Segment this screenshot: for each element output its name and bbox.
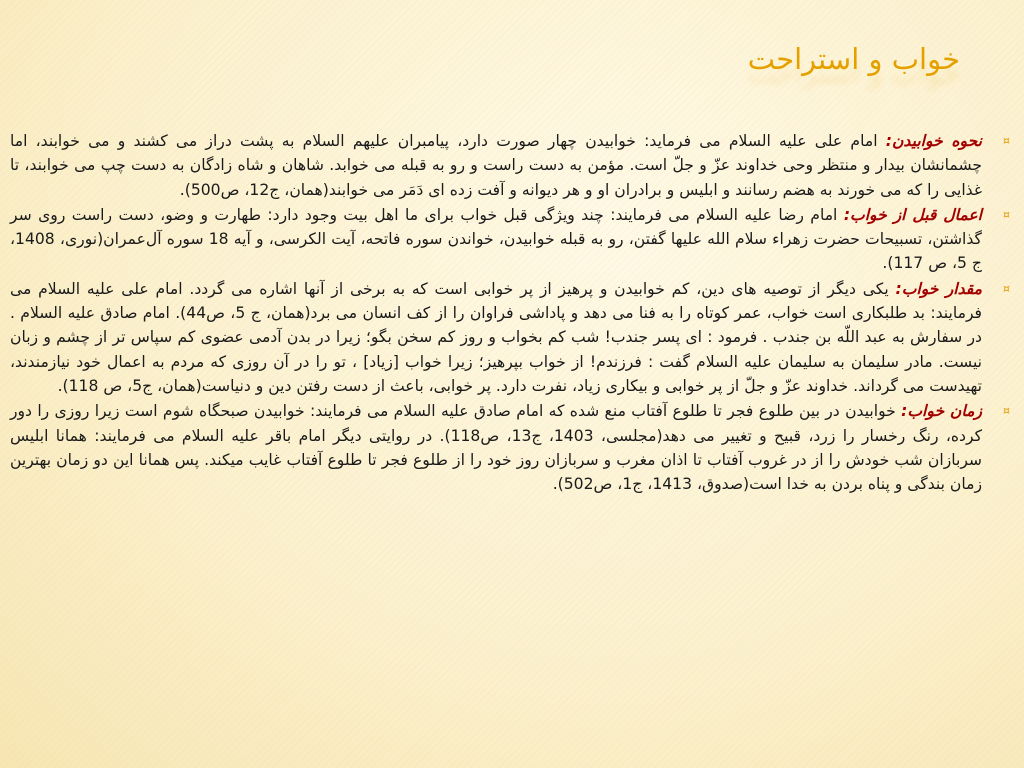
paragraph-pre-sleep-acts xyxy=(10,203,1010,276)
paragraph-text: امام رضا علیه السلام می فرمایند: چند ویژگی قبل خواب برای ما اهل بیت وجود دارد: طهارت و وضو، دست راست روی سر گذاشتن، تسبیحات حضرت زهراء سلام الله علیها گفتن، رو به قبله خوابیدن، خواندن سوره فاتحه، آیت الکرسی، و آیه 18 سوره آل‌عمران(نوری، 1408، ج 5، ص 117). xyxy=(10,205,982,273)
bullet-icon: ¤ xyxy=(1003,281,1010,295)
paragraph-sleep-method xyxy=(10,129,1010,202)
bullet-icon: ¤ xyxy=(1003,207,1010,221)
paragraph-text: یکی دیگر از توصیه های دین، کم خوابیدن و پرهیز از پر خوابی است که به برخی از آنها اشاره می گردد. امام علی علیه السلام می فرمایند: بد طلبکاری است خواب، عمر کوتاه را به فنا می دهد و پاداشی فراوان را از کف انسان می برد(همان، ج 5، ص44). امام صادق علیه السلام . در سفارش به عبد اللّه بن جندب . فرمود : ای پسر جندب! شب کم بخواب و روز کم سخن بگو؛ زیرا در بدن آدمی عضوی کم سپاس تر از چشم و زبان نیست. مادر سلیمان به سلیمان علیه السلام گفت : فرزندم! از خواب بپرهیز؛ زیرا خواب [زیاد] ، تو را در آن روزی که مردم به اعمال خود نیازمندند، تهیدست می گرداند. خداوند عزّ و جلّ از پر خوابی و بیکاری زیاد، نفرت دارد. پر خوابی، باعث از دست رفتن دین و دنیاست(همان، ج5، ص 118). xyxy=(10,279,983,395)
paragraph-text: خوابیدن در بین طلوع فجر تا طلوع آفتاب منع شده که امام صادق علیه السلام می فرمایند: خوابیدن صبحگاه شوم است زیرا روزی را دور کرده، رنگ رخسار را زرد، قبیح و تغییر می دهد(مجلسی، 1403، ج13، ص118). در روایتی دیگر امام باقر علیه السلام می فرمایند: همانا ابلیس سربازان شب خودش را از در غروب آفتاب تا اذان مغرب و سربازان روز خود را از طلوع فجر تا طلوع آفتاب غایب میکند. پس همانا این دو زمان بهترین زمان بندگی و پناه بردن به خدا است(صدوق، 1413، ج1، ص502). xyxy=(10,402,983,494)
paragraph-text: امام علی علیه السلام می فرماید: خوابیدن چهار صورت دارد، پیامبران علیهم السلام به پشت دراز می کشند و می خوابند، اما چشمانشان بیدار و منتظر وحی خداوند عزّ و جلّ است. مؤمن به دست راست و رو به قبله می خوابد. شاهان و شاه زادگان به دست چپ می خوابند، تا غذایی را که می خورند به هضم رسانند و ابلیس و برادران او و هر دیوانه و آفت زده ای دَمَر می خوابند(همان، ج12، ص500). xyxy=(10,132,982,199)
bullet-icon: ¤ xyxy=(1003,404,1010,418)
paragraph-lead: زمان خواب: xyxy=(901,402,982,421)
bullet-icon: ¤ xyxy=(1003,134,1010,147)
paragraph-lead: اعمال قبل از خواب: xyxy=(843,205,982,224)
paragraph-sleep-amount xyxy=(10,277,1010,398)
paragraph-lead: مقدار خواب: xyxy=(895,279,982,298)
paragraph-lead: نحوه خوابیدن: xyxy=(885,132,982,150)
slide-title: خواب و استراحت xyxy=(747,42,960,76)
slide-body xyxy=(10,129,1010,497)
paragraph-sleep-time xyxy=(10,399,1010,496)
